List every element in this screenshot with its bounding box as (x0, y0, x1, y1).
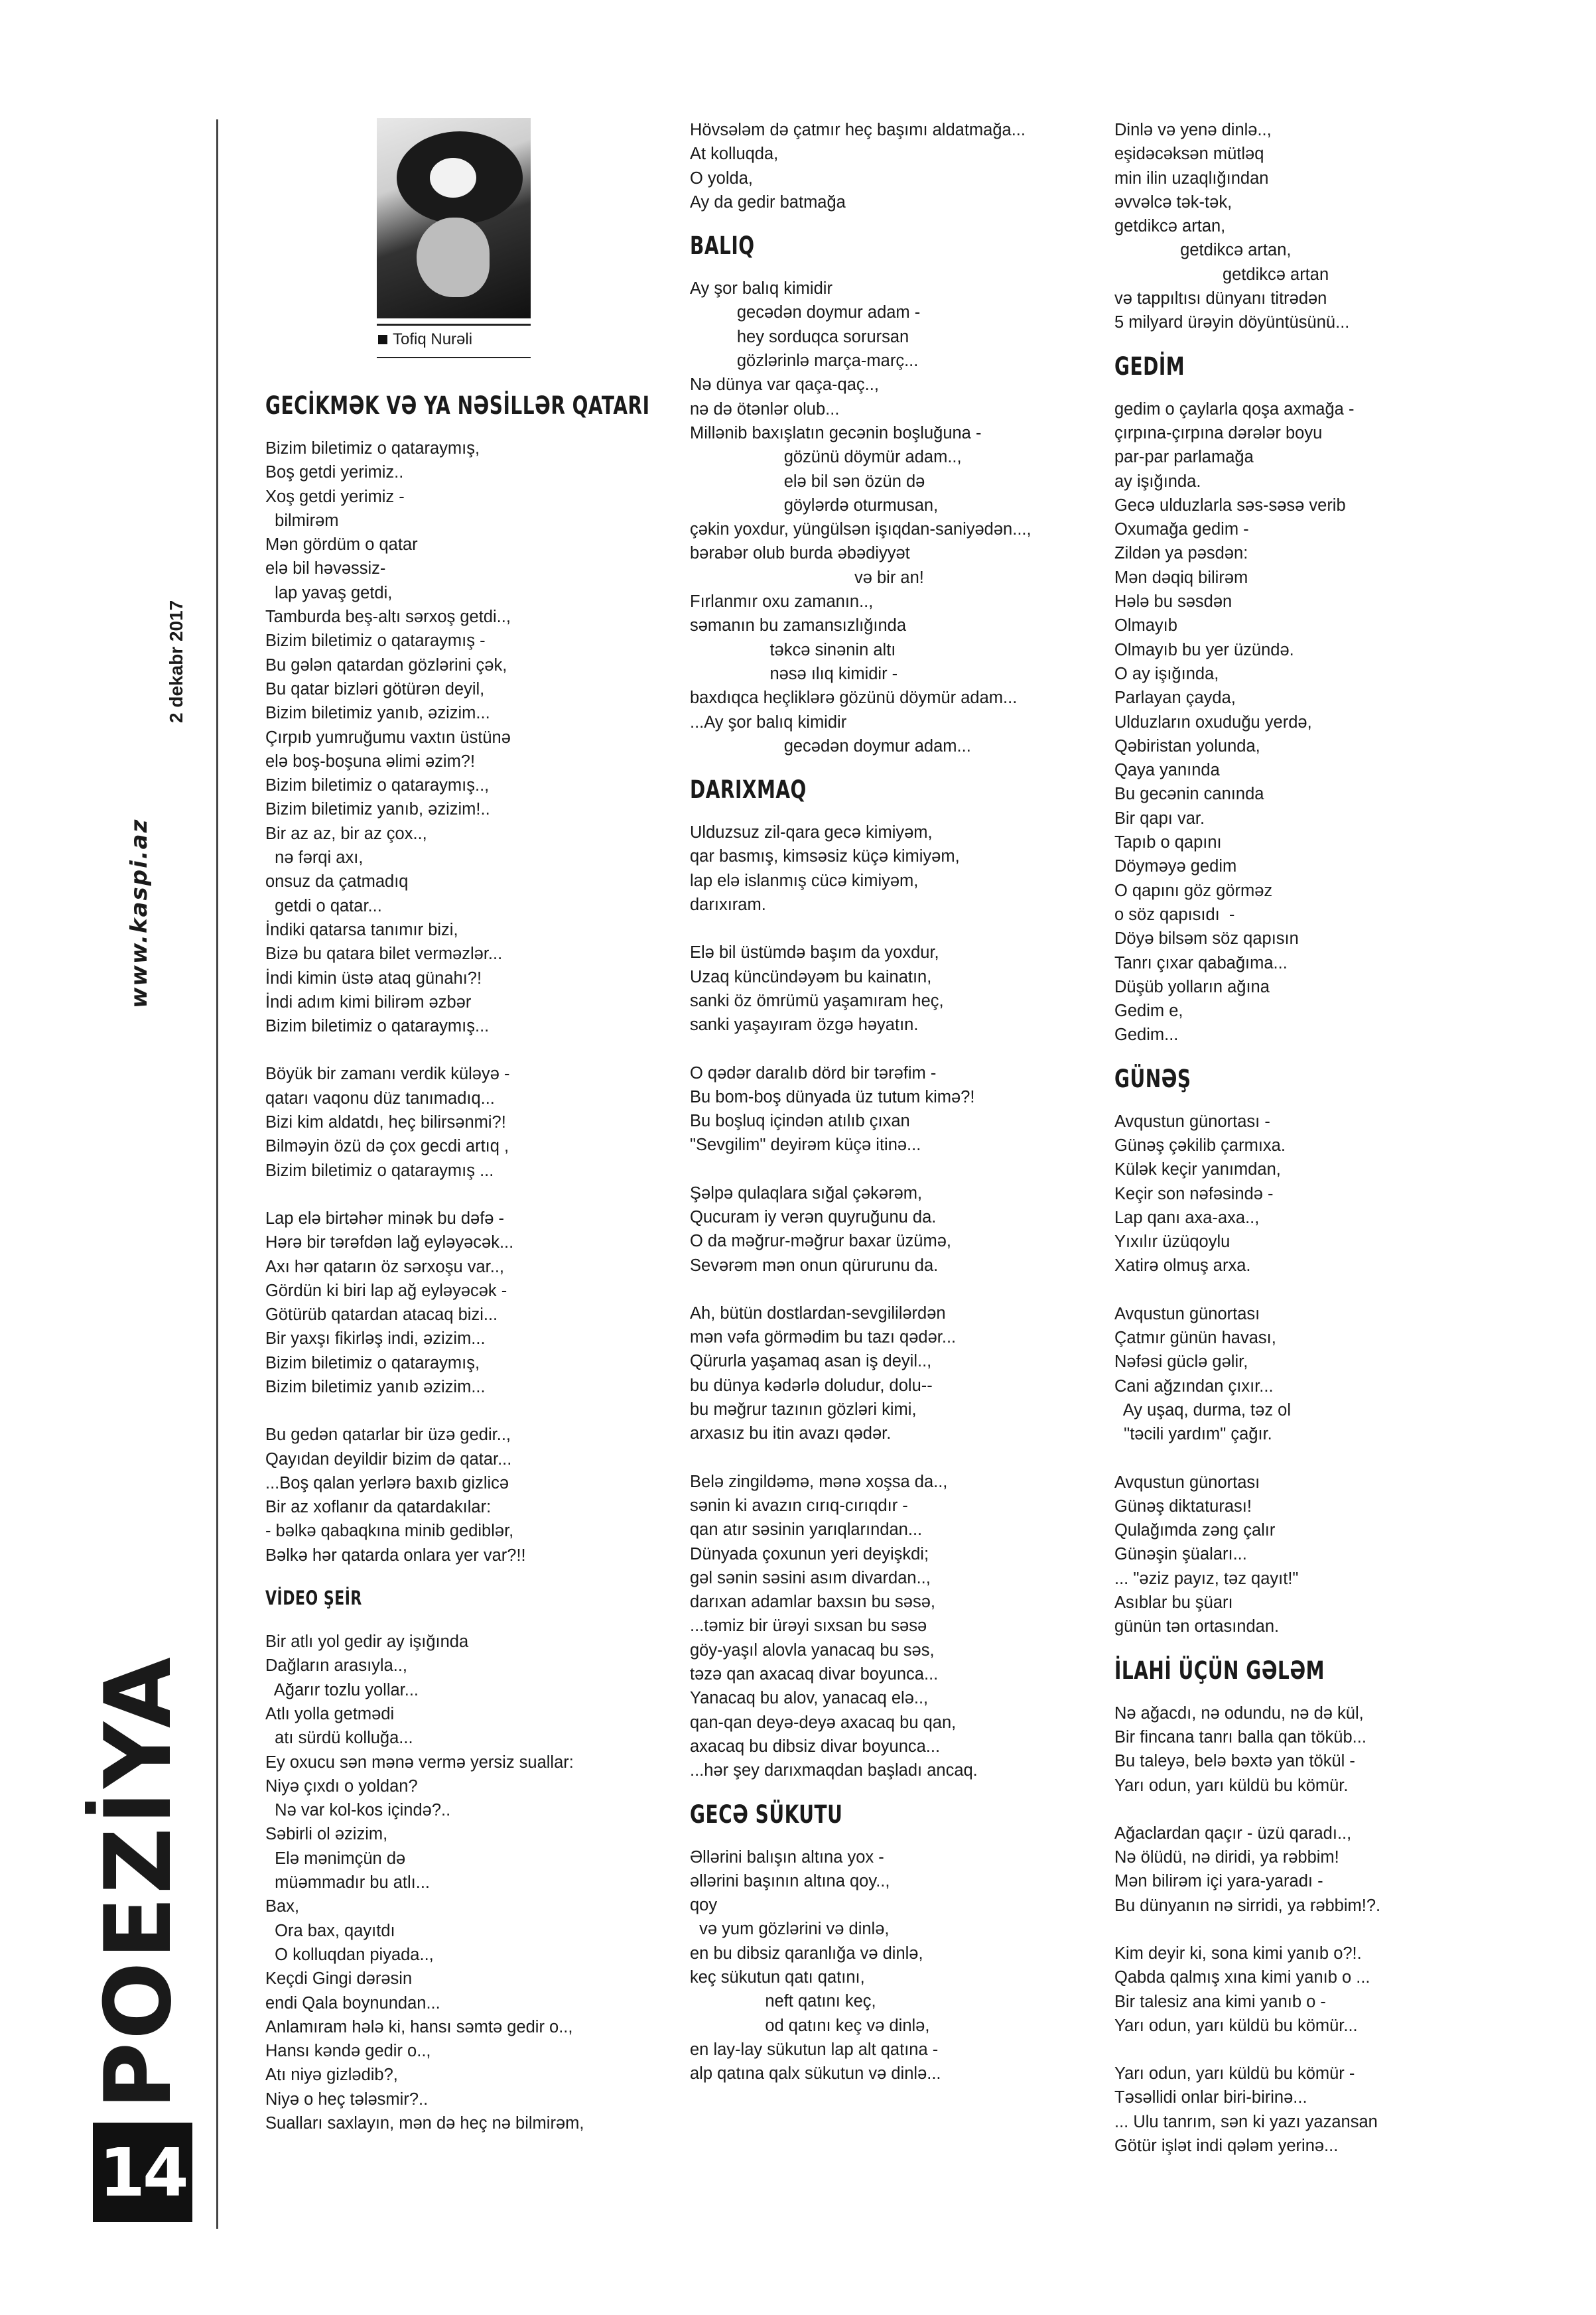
poem-line: Günəş çəkilib çarmıxa. (1114, 1136, 1286, 1155)
column-3 (1114, 118, 1539, 2158)
poem-line: getdikcə artan (1114, 265, 1329, 284)
poem-title: VİDEO ŞEİR (265, 1587, 362, 1611)
poem-line: Elə mənimçün də (265, 1849, 406, 1868)
poem-line: Bizim biletimiz yanıb, əzizim!.. (265, 800, 490, 819)
poem-line: O da məğrur-məğrur baxar üzümə, (690, 1232, 951, 1251)
poem-line: Bir az xoflanır da qatardakılar: (265, 1498, 492, 1517)
poem-title: BALIQ (690, 231, 755, 261)
poem-line: Ah, bütün dostlardan-sevgililərdən (690, 1303, 946, 1323)
poem-line: par-par parlamağa (1114, 448, 1254, 467)
poem-body (690, 118, 1114, 214)
poem-line: Avqustun günortası - (1114, 1112, 1270, 1131)
poem-line: axacaq bu dibsiz divar boyunca... (690, 1737, 941, 1756)
poem-line: təzə qan axacaq divar boyunca... (690, 1665, 939, 1684)
poem-line: Xoş getdi yerimiz - (265, 487, 405, 506)
poem-line: müəmmadır bu atlı... (265, 1873, 431, 1892)
poem-line: getdikcə artan, (1114, 241, 1292, 260)
poem-line: göy-yaşıl alovla yanacaq bu səs, (690, 1640, 935, 1660)
poem-line: göylərdə oturmusan, (690, 496, 939, 515)
poem-line: Bizim biletimiz o qataraymış... (265, 1017, 490, 1036)
poem-line: Niyə o heç tələsmir?.. (265, 2089, 429, 2109)
stanza-break (690, 1446, 1114, 1470)
poem-line: min ilin uzaqlığından (1114, 168, 1269, 188)
poem-line: Qulağımda zəng çalır (1114, 1521, 1276, 1540)
poem-line: O qapını göz görməz (1114, 881, 1273, 900)
poem-line: arxasız bu itin avazı qədər. (690, 1424, 892, 1443)
poem-line: Əllərini balışın altına yox - (690, 1847, 884, 1867)
poem-line: bərabər olub burda əbədiyyət (690, 544, 910, 563)
poem-line: baxdıqca heçliklərə gözünü döymür adam... (690, 689, 1018, 708)
poem-line: gedim o çaylarla qoşa axmağa - (1114, 399, 1355, 419)
poem-line: Yanacaq bu alov, yanacaq elə.., (690, 1689, 929, 1708)
caption-bullet-icon (378, 335, 387, 344)
stanza-break (265, 1183, 663, 1207)
stanza-break (265, 1038, 663, 1062)
poem-line: çəkin yoxdur, yüngülsən işıqdan-saniyədən..., (690, 520, 1031, 539)
poem-line: Xatirə olmuş arxa. (1114, 1256, 1251, 1276)
poem-body (690, 1845, 1114, 2086)
poem-line: Elə bil üstümdə başım da yoxdur, (690, 943, 939, 962)
poem-line: ay işığında. (1114, 472, 1201, 491)
poem-line: - bəlkə qabaqkına minib gediblər, (265, 1522, 514, 1541)
poem-line: Mən gördüm o qatar (265, 535, 418, 555)
poem-line: Asıblar bu şüarı (1114, 1593, 1233, 1613)
stanza-break (690, 1158, 1114, 1181)
poem-line: Qaya yanında (1114, 761, 1220, 780)
stanza-break (1114, 2038, 1539, 2062)
poem-line: O yolda, (690, 168, 753, 188)
poem-line: Çatmır günün havası, (1114, 1329, 1276, 1348)
poem-line: getdikcə artan, (1114, 217, 1226, 236)
poem-line: Ora bax, qayıtdı (265, 1921, 395, 1940)
poem-line: Günəşin şüaları... (1114, 1545, 1247, 1564)
poem-line: Külək keçir yanımdan, (1114, 1160, 1281, 1179)
poem-line: Yıxılır üzüqoylu (1114, 1232, 1230, 1252)
poem-line: Bir qapı var. (1114, 809, 1205, 828)
poem-line: Olmayıb bu yer üzündə. (1114, 640, 1294, 659)
poem-line: ... "əziz payız, təz qayıt!" (1114, 1569, 1299, 1588)
poem-line: Nə var kol-kos içində?.. (265, 1801, 451, 1820)
poem-line: gecədən doymur adam - (690, 303, 921, 322)
poem-line: Bir az az, bir az çox.., (265, 824, 427, 843)
poem-line: Bizim biletimiz o qataraymış ... (265, 1161, 494, 1180)
caption-rule-bottom (377, 357, 531, 358)
poem-line: Bu boşluq içindən atılıb çıxan (690, 1112, 910, 1131)
poem-line: ...Ay şor balıq kimidir (690, 712, 847, 732)
poem-line: Bəlkə hər qatarda onlara yer var?!! (265, 1546, 526, 1565)
poem-line: sənin ki avazın cırıq-cırıqdır - (690, 1496, 908, 1515)
stanza-break (690, 917, 1114, 941)
poem-line: Qucuram iy verən quyruğunu da. (690, 1207, 937, 1226)
poem-line: Bizim biletimiz o qataraymış - (265, 631, 486, 651)
issue-date: 2 dekabr 2017 (166, 600, 186, 723)
poem-line: Bizim biletimiz o qataraymış, (265, 1353, 480, 1372)
poem-line: Götürüb qatardan atacaq bizi... (265, 1305, 498, 1325)
poem-line: əllərini başının altına qoy.., (690, 1871, 890, 1890)
poem-line: Bizim biletimiz o qataraymış, (265, 439, 480, 458)
poem-line: Axı hər qatarın öz sərxoşu var.., (265, 1257, 505, 1276)
poem-line: qar basmış, kimsəsiz küçə kimiyəm, (690, 847, 960, 866)
poem-line: Dünyada çoxunun yeri deyişkdi; (690, 1544, 929, 1563)
poem-title: GECƏ SÜKUTU (690, 1799, 843, 1829)
poem-line: Bizim biletimiz yanıb, əzizim... (265, 704, 490, 723)
page-number: 14 (93, 2123, 192, 2222)
poem-line: Götür işlət indi qələm yerinə... (1114, 2137, 1339, 2156)
poem-title: GEDİM (1114, 351, 1185, 381)
poem-line: "təcili yardım" çağır. (1114, 1425, 1272, 1444)
poem-line: Zildən ya pəsdən: (1114, 544, 1248, 563)
poem-line: Hövsələm də çatmır heç başımı aldatmağa... (690, 121, 1026, 139)
poem-line: sanki öz ömrümü yaşamıram heç, (690, 991, 944, 1010)
stanza-break (1114, 1918, 1539, 1942)
poem-line: Nə ölüdü, nə diridi, ya rəbbim! (1114, 1848, 1339, 1867)
poem-line: Ay uşaq, durma, təz ol (1114, 1400, 1292, 1420)
poem-line: Parlayan çayda, (1114, 689, 1236, 708)
poem-line: gecədən doymur adam... (690, 736, 971, 756)
poem-line: Dinlə və yenə dinlə.., (1114, 121, 1272, 139)
poem-line: Uzaq küncündəyəm bu kainatın, (690, 967, 932, 986)
poem-line: bilmirəm (265, 511, 339, 530)
poem-line: elə boş-boşuna əlimi əzim?! (265, 752, 476, 771)
poem-line: Bu bom-boş dünyada üz tutum kimə?! (690, 1087, 975, 1106)
poem-line: Oxumağa gedim - (1114, 520, 1249, 539)
poem-line: Olmayıb (1114, 616, 1177, 635)
poem-line: Hansı kəndə gedir o.., (265, 2042, 431, 2061)
poem-line: nə də ötənlər olub... (690, 399, 840, 419)
poem-line: Keçdi Gingi dərəsin (265, 1969, 413, 1989)
poem-line: keç sükutun qatı qatını, (690, 1968, 865, 1987)
photo-face-shape (417, 218, 490, 297)
poem-line: Ey oxucu sən mənə vermə yersiz suallar: (265, 1753, 574, 1772)
poem-line: atı sürdü kolluğa... (265, 1729, 413, 1748)
poem-line: Ay şor balıq kimidir (690, 279, 832, 298)
poem-line: Bizim biletimiz o qataraymış.., (265, 776, 490, 795)
poem-line: elə bil sən özün də (690, 472, 925, 491)
poem-title: İLAHİ ÜÇÜN GƏLƏM (1114, 1655, 1325, 1686)
poem-line: darıxıram. (690, 895, 766, 915)
poem-line: qatarı vaqonu düz tanımadıq... (265, 1089, 495, 1108)
poem-body (690, 821, 1114, 1782)
poem-line: Yarı odun, yarı küldü bu kömür - (1114, 2064, 1355, 2084)
poem-line: Belə zingildəmə, mənə xoşsa da.., (690, 1472, 948, 1491)
poem-line: o söz qapısıdı - (1114, 905, 1235, 924)
poem-line: İndi adım kimi bilirəm əzbər (265, 992, 472, 1012)
poem-line: Bizi kim aldatdı, heç bilirsənmi?! (265, 1113, 506, 1132)
poem-line: Bilməyin özü də çox gecdi artıq , (265, 1137, 509, 1156)
poem-line: Yarı odun, yarı küldü bu kömür... (1114, 2016, 1358, 2035)
poem-line: Döyə bilsəm söz qapısın (1114, 929, 1299, 949)
poem-line: Dağların arasıyla.., (265, 1656, 408, 1676)
poem-line: O ay işığında, (1114, 664, 1219, 683)
poem-line: Gedim... (1114, 1025, 1179, 1045)
poem-line: Avqustun günortası (1114, 1473, 1260, 1492)
poem-line: lap yavaş getdi, (265, 583, 393, 602)
poem-line: Nə ağacdı, nə odundu, nə də kül, (1114, 1703, 1364, 1723)
poem-line: təkcə sinənin altı (690, 640, 896, 659)
poem-line: Bizim biletimiz yanıb əzizim... (265, 1377, 486, 1396)
poem-title: DARIXMAQ (690, 775, 807, 805)
poem-line: qan atır səsinin yarıqlarından... (690, 1520, 923, 1540)
poem-line: bu məğrur tazının gözləri kimi, (690, 1400, 917, 1420)
poem-body (1114, 397, 1539, 1047)
poem-line: gözünü döymür adam.., (690, 448, 962, 467)
poem-line: bu dünya kədərlə doludur, dolu-- (690, 1376, 933, 1395)
poem-line: İndi kimin üstə ataq günahı?! (265, 968, 482, 988)
poem-line: Cani ağzından çıxır... (1114, 1376, 1274, 1396)
poem-line: Hərə bir tərəfdən lağ eyləyəcək... (265, 1233, 514, 1252)
poem-line: Şəlpə qulaqlara sığal çəkərəm, (690, 1183, 923, 1203)
poem-line: Qürurla yaşamaq asan iş deyil.., (690, 1352, 932, 1371)
poem-body (1114, 1110, 1539, 1639)
poem-body (265, 436, 663, 1567)
poem-line: səmanın bu zamansızlığında (690, 616, 907, 635)
poem-body (690, 277, 1114, 758)
poem-line: Avqustun günortası (1114, 1304, 1260, 1323)
poem-line: darıxan adamlar baxsın bu səsə, (690, 1593, 935, 1612)
poem-line: "Sevgilim" deyirəm küçə itinə... (690, 1136, 921, 1155)
stanza-break (1114, 1798, 1539, 1821)
poem-line: Lap elə birtəhər minək bu dəfə - (265, 1209, 505, 1228)
poem-line: Bir talesiz ana kimi yanıb o - (1114, 1992, 1326, 2011)
stanza-break (265, 1399, 663, 1423)
poem-line: Bir fincana tanrı balla qan töküb... (1114, 1727, 1366, 1747)
stanza-break (1114, 1278, 1539, 1302)
poem-line: Qabda qalmış xına kimi yanıb o ... (1114, 1968, 1370, 1987)
site-url: www.kaspi.az (126, 818, 153, 1008)
poem-line: elə bil həvəssiz- (265, 559, 386, 578)
poem-line: Niyə çıxdı o yoldan? (265, 1776, 418, 1796)
poem-line: en lay-lay sükutun lap alt qatına - (690, 2040, 939, 2059)
poem-line: Tapıb o qapını (1114, 833, 1222, 852)
poem-line: Böyük bir zamanı verdik küləyə - (265, 1065, 510, 1084)
poem-title: GECİKMƏK VƏ YA NƏSİLLƏR QATARI (265, 391, 650, 421)
poem-line: Atlı yolla getmədi (265, 1704, 395, 1723)
poem-line: Günəş diktaturası! (1114, 1496, 1252, 1516)
poem-line: Keçir son nəfəsində - (1114, 1184, 1274, 1203)
stanza-break (1114, 1447, 1539, 1471)
poem-line: gözlərinlə marça-març... (690, 352, 919, 371)
poem-line: ...Boş qalan yerlərə baxıb gizlicə (265, 1473, 509, 1492)
poem-body (265, 1630, 663, 2135)
poem-line: və bir an! (690, 568, 924, 587)
poem-line: Anlamıram hələ ki, hansı səmtə gedir o.., (265, 2017, 573, 2036)
stanza-break (690, 1278, 1114, 1301)
poem-line: Bir yaxşı fikirləş indi, əzizim... (265, 1329, 486, 1349)
poem-line: mən vəfa görmədim bu tazı qədər... (690, 1328, 957, 1347)
poem-line: Yarı odun, yarı küldü bu kömür. (1114, 1776, 1349, 1795)
poem-line: Gecə ulduzlarla səs-səsə verib (1114, 496, 1346, 515)
section-title: POEZİYA (85, 1654, 192, 2109)
margin-rule (216, 119, 218, 2229)
poem-line: Sevərəm mən onun qürurunu da. (690, 1256, 939, 1275)
poem-line: Bu gecənin canında (1114, 785, 1264, 804)
poem-line: sanki yaşayıram özgə həyatın. (690, 1016, 919, 1035)
poem-line: Ağarır tozlu yollar... (265, 1680, 419, 1699)
poem-line: İndiki qatarsa tanımır bizi, (265, 920, 458, 939)
poem-line: Gedim e, (1114, 1002, 1183, 1021)
poem-line: At kolluqda, (690, 145, 779, 164)
poem-line: eşidəcəksən mütləq (1114, 145, 1264, 164)
poem-line: nəsə ılıq kimidir - (690, 664, 898, 683)
poem-line: ...təmiz bir ürəyi sıxsan bu səsə (690, 1617, 927, 1636)
poem-line: Bir atlı yol gedir ay işığında (265, 1632, 469, 1652)
poem-line: Bu gedən qatarlar bir üzə gedir.., (265, 1425, 511, 1445)
poem-line: Nə dünya var qaça-qaç.., (690, 375, 879, 395)
poem-line: Atı niyə gizlədib?, (265, 2066, 398, 2085)
poem-line: və tappıltısı dünyanı titrədən (1114, 289, 1327, 308)
photo-caption-text: Tofiq Nurəli (393, 330, 473, 348)
caption-rule (377, 324, 531, 326)
poem-line: 5 milyard ürəyin döyüntüsünü... (1114, 313, 1350, 332)
poem-line: Ulduzların oxuduğu yerdə, (1114, 712, 1312, 732)
poem-line: getdi o qatar... (265, 896, 382, 915)
poem-line: alp qatına qalx sükutun və dinlə... (690, 2064, 941, 2084)
poem-body (1114, 118, 1539, 335)
author-photo (377, 118, 531, 318)
poem-line: gəl sənin səsini asım divardan.., (690, 1568, 931, 1587)
poem-line: Millənib baxışlatın gecənin boşluğuna - (690, 423, 982, 442)
poem-line: Hələ bu səsdən (1114, 592, 1232, 612)
poem-line: Lap qanı axa-axa.., (1114, 1208, 1260, 1227)
column-1 (265, 391, 663, 2135)
poem-line: Səbirli ol əzizim, (265, 1825, 388, 1844)
poem-line: Tanrı çıxar qabağıma... (1114, 953, 1288, 972)
poem-line: en bu dibsiz qaranlığa və dinlə, (690, 1944, 923, 1963)
poem-line: onsuz da çatmadıq (265, 872, 409, 892)
poem-line: Boş getdi yerimiz.. (265, 463, 404, 482)
photo-caption (378, 330, 472, 349)
photo-glare-shape (430, 158, 476, 198)
poem-line: ... Ulu tanrım, sən ki yazı yazansan (1114, 2112, 1378, 2131)
poem-line: Bu dünyanın nə sirridi, ya rəbbim!?. (1114, 1896, 1381, 1915)
poem-line: Bu gələn qatardan gözlərini çək, (265, 655, 507, 675)
stanza-break (690, 1037, 1114, 1061)
poem-line: Ulduzsuz zil-qara gecə kimiyəm, (690, 823, 933, 842)
poem-line: Mən bilirəm içi yara-yaradı - (1114, 1872, 1323, 1891)
poem-line: Döyməyə gedim (1114, 857, 1237, 876)
poem-line: Bu taleyə, belə bəxtə yan tökül - (1114, 1752, 1355, 1771)
poem-line: Kim deyir ki, sona kimi yanıb o?!. (1114, 1944, 1362, 1963)
poem-line: O kolluqdan piyada.., (265, 1945, 434, 1964)
poem-line: ...hər şey darıxmaqdan başladı ancaq. (690, 1761, 978, 1780)
poem-line: lap elə islanmış cücə kimiyəm, (690, 871, 919, 890)
poem-line: Düşüb yolların ağına (1114, 977, 1270, 996)
poem-line: endi Qala boynundan... (265, 1993, 440, 2013)
poem-line: Bax, (265, 1897, 300, 1916)
poem-line: çırpına-çırpına dərələr boyu (1114, 423, 1323, 442)
poem-line: Mən dəqiq bilirəm (1114, 568, 1248, 587)
poem-line: Qayıdan deyildir bizim də qatar... (265, 1449, 512, 1469)
poem-line: hey sorduqca sorursan (690, 327, 909, 346)
poem-line: Fırlanmır oxu zamanın.., (690, 592, 874, 612)
poem-line: və yum gözlərini və dinlə, (690, 1920, 890, 1939)
poem-line: Ay da gedir batmağa (690, 192, 846, 212)
poem-title: GÜNƏŞ (1114, 1063, 1191, 1094)
poem-line: qoy (690, 1896, 718, 1915)
poem-line: neft qatını keç, (690, 1992, 876, 2011)
poem-line: günün tən ortasından. (1114, 1617, 1280, 1636)
poem-line: Sualları saxlayın, mən də heç nə bilmirəm, (265, 2114, 584, 2133)
poem-line: Bu qatar bizləri götürən deyil, (265, 679, 485, 698)
poem-line: Gördün ki biri lap ağ eyləyəcək - (265, 1281, 507, 1300)
poem-line: Nəfəsi güclə gəlir, (1114, 1353, 1248, 1372)
poem-line: Çırpıb yumruğumu vaxtın üstünə (265, 728, 511, 747)
poem-line: O qədər daralıb dörd bir tərəfim - (690, 1063, 937, 1083)
poem-line: əvvəlcə tək-tək, (1114, 192, 1232, 212)
poem-line: Bizə bu qatara bilet verməzlər... (265, 945, 503, 964)
poem-line: od qatını keç və dinlə, (690, 2016, 930, 2035)
poem-body (1114, 1701, 1539, 2158)
poem-line: Ağaclardan qaçır - üzü qaradı.., (1114, 1823, 1352, 1843)
poem-line: Qəbiristan yolunda, (1114, 736, 1260, 756)
poem-line: qan-qan deyə-deyə axacaq bu qan, (690, 1713, 957, 1732)
column-2 (690, 118, 1114, 2085)
poem-line: Tamburda beş-altı sərxoş getdi.., (265, 608, 511, 627)
poem-line: Təsəllidi onlar biri-birinə... (1114, 2088, 1307, 2107)
poem-line: nə fərqi axı, (265, 848, 364, 868)
